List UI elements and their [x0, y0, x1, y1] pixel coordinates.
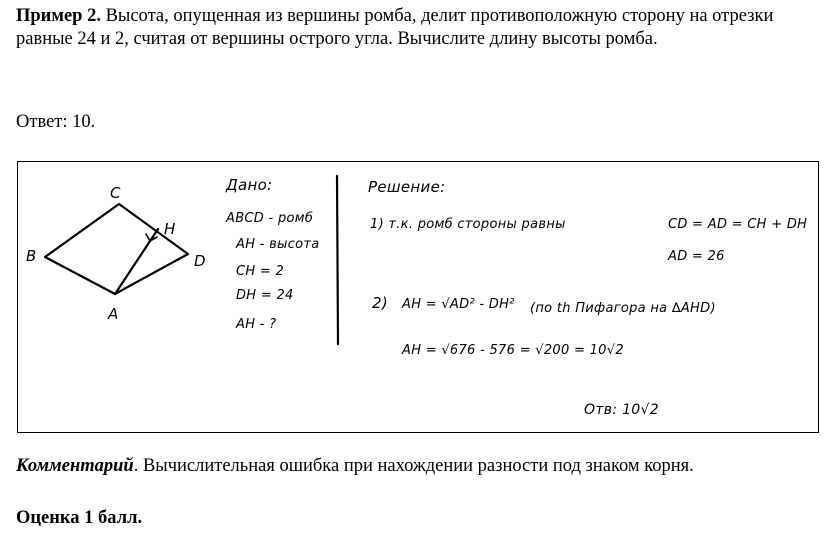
given-title: Дано: — [226, 176, 273, 194]
vertex-d-label: D — [194, 252, 206, 270]
comment-text: . Вычислительная ошибка при нахождении разности под знаком корня. — [133, 456, 694, 476]
vertex-c-label: C — [110, 184, 121, 202]
solution-title: Решение: — [368, 178, 446, 196]
solution-step2-formula: AH = √AD² - DH² — [402, 297, 515, 312]
given-line-5: AH - ? — [236, 317, 277, 332]
solution-step1-eq: CD = AD = CH + DH — [668, 217, 808, 232]
problem-text: Высота, опущенная из вершины ромба, делит противоположную сторону на отрезки равные 24 и 2, считая от вершины острого угла. Вычислите длину высоты ромба. — [16, 6, 774, 49]
vertex-a-label: A — [108, 305, 119, 323]
given-line-4: DH = 24 — [236, 288, 294, 303]
vertex-b-label: B — [26, 247, 37, 265]
solution-final-answer: Отв: 10√2 — [584, 402, 659, 418]
solution-step2-calc: AH = √676 - 576 = √200 = 10√2 — [402, 343, 624, 358]
grade-line — [16, 507, 142, 530]
given-line-1: ABCD - ромб — [226, 211, 314, 226]
solution-step2-note: (по th Пифагора на ∆AHD) — [530, 301, 716, 316]
vertical-divider — [337, 176, 338, 344]
solution-step2-number: 2) — [372, 294, 388, 312]
comment-line — [16, 455, 694, 478]
problem-label: Пример 2. — [16, 6, 101, 26]
given-line-2: AH - высота — [236, 237, 320, 252]
grade-text: Оценка 1 балл. — [16, 508, 143, 528]
handwritten-solution-scan — [17, 161, 819, 433]
answer-line: Ответ: 10. — [16, 112, 96, 132]
given-line-3: CH = 2 — [236, 264, 285, 279]
altitude-line — [115, 229, 158, 294]
vertex-h-label: H — [164, 220, 176, 238]
solution-step1: 1) т.к. ромб стороны равны — [370, 217, 566, 232]
rhombus-figure — [45, 204, 188, 294]
solution-step1-result: AD = 26 — [668, 249, 725, 264]
comment-label: Комментарий — [16, 456, 134, 476]
problem-statement — [16, 5, 821, 51]
solution-drawing — [18, 162, 820, 434]
